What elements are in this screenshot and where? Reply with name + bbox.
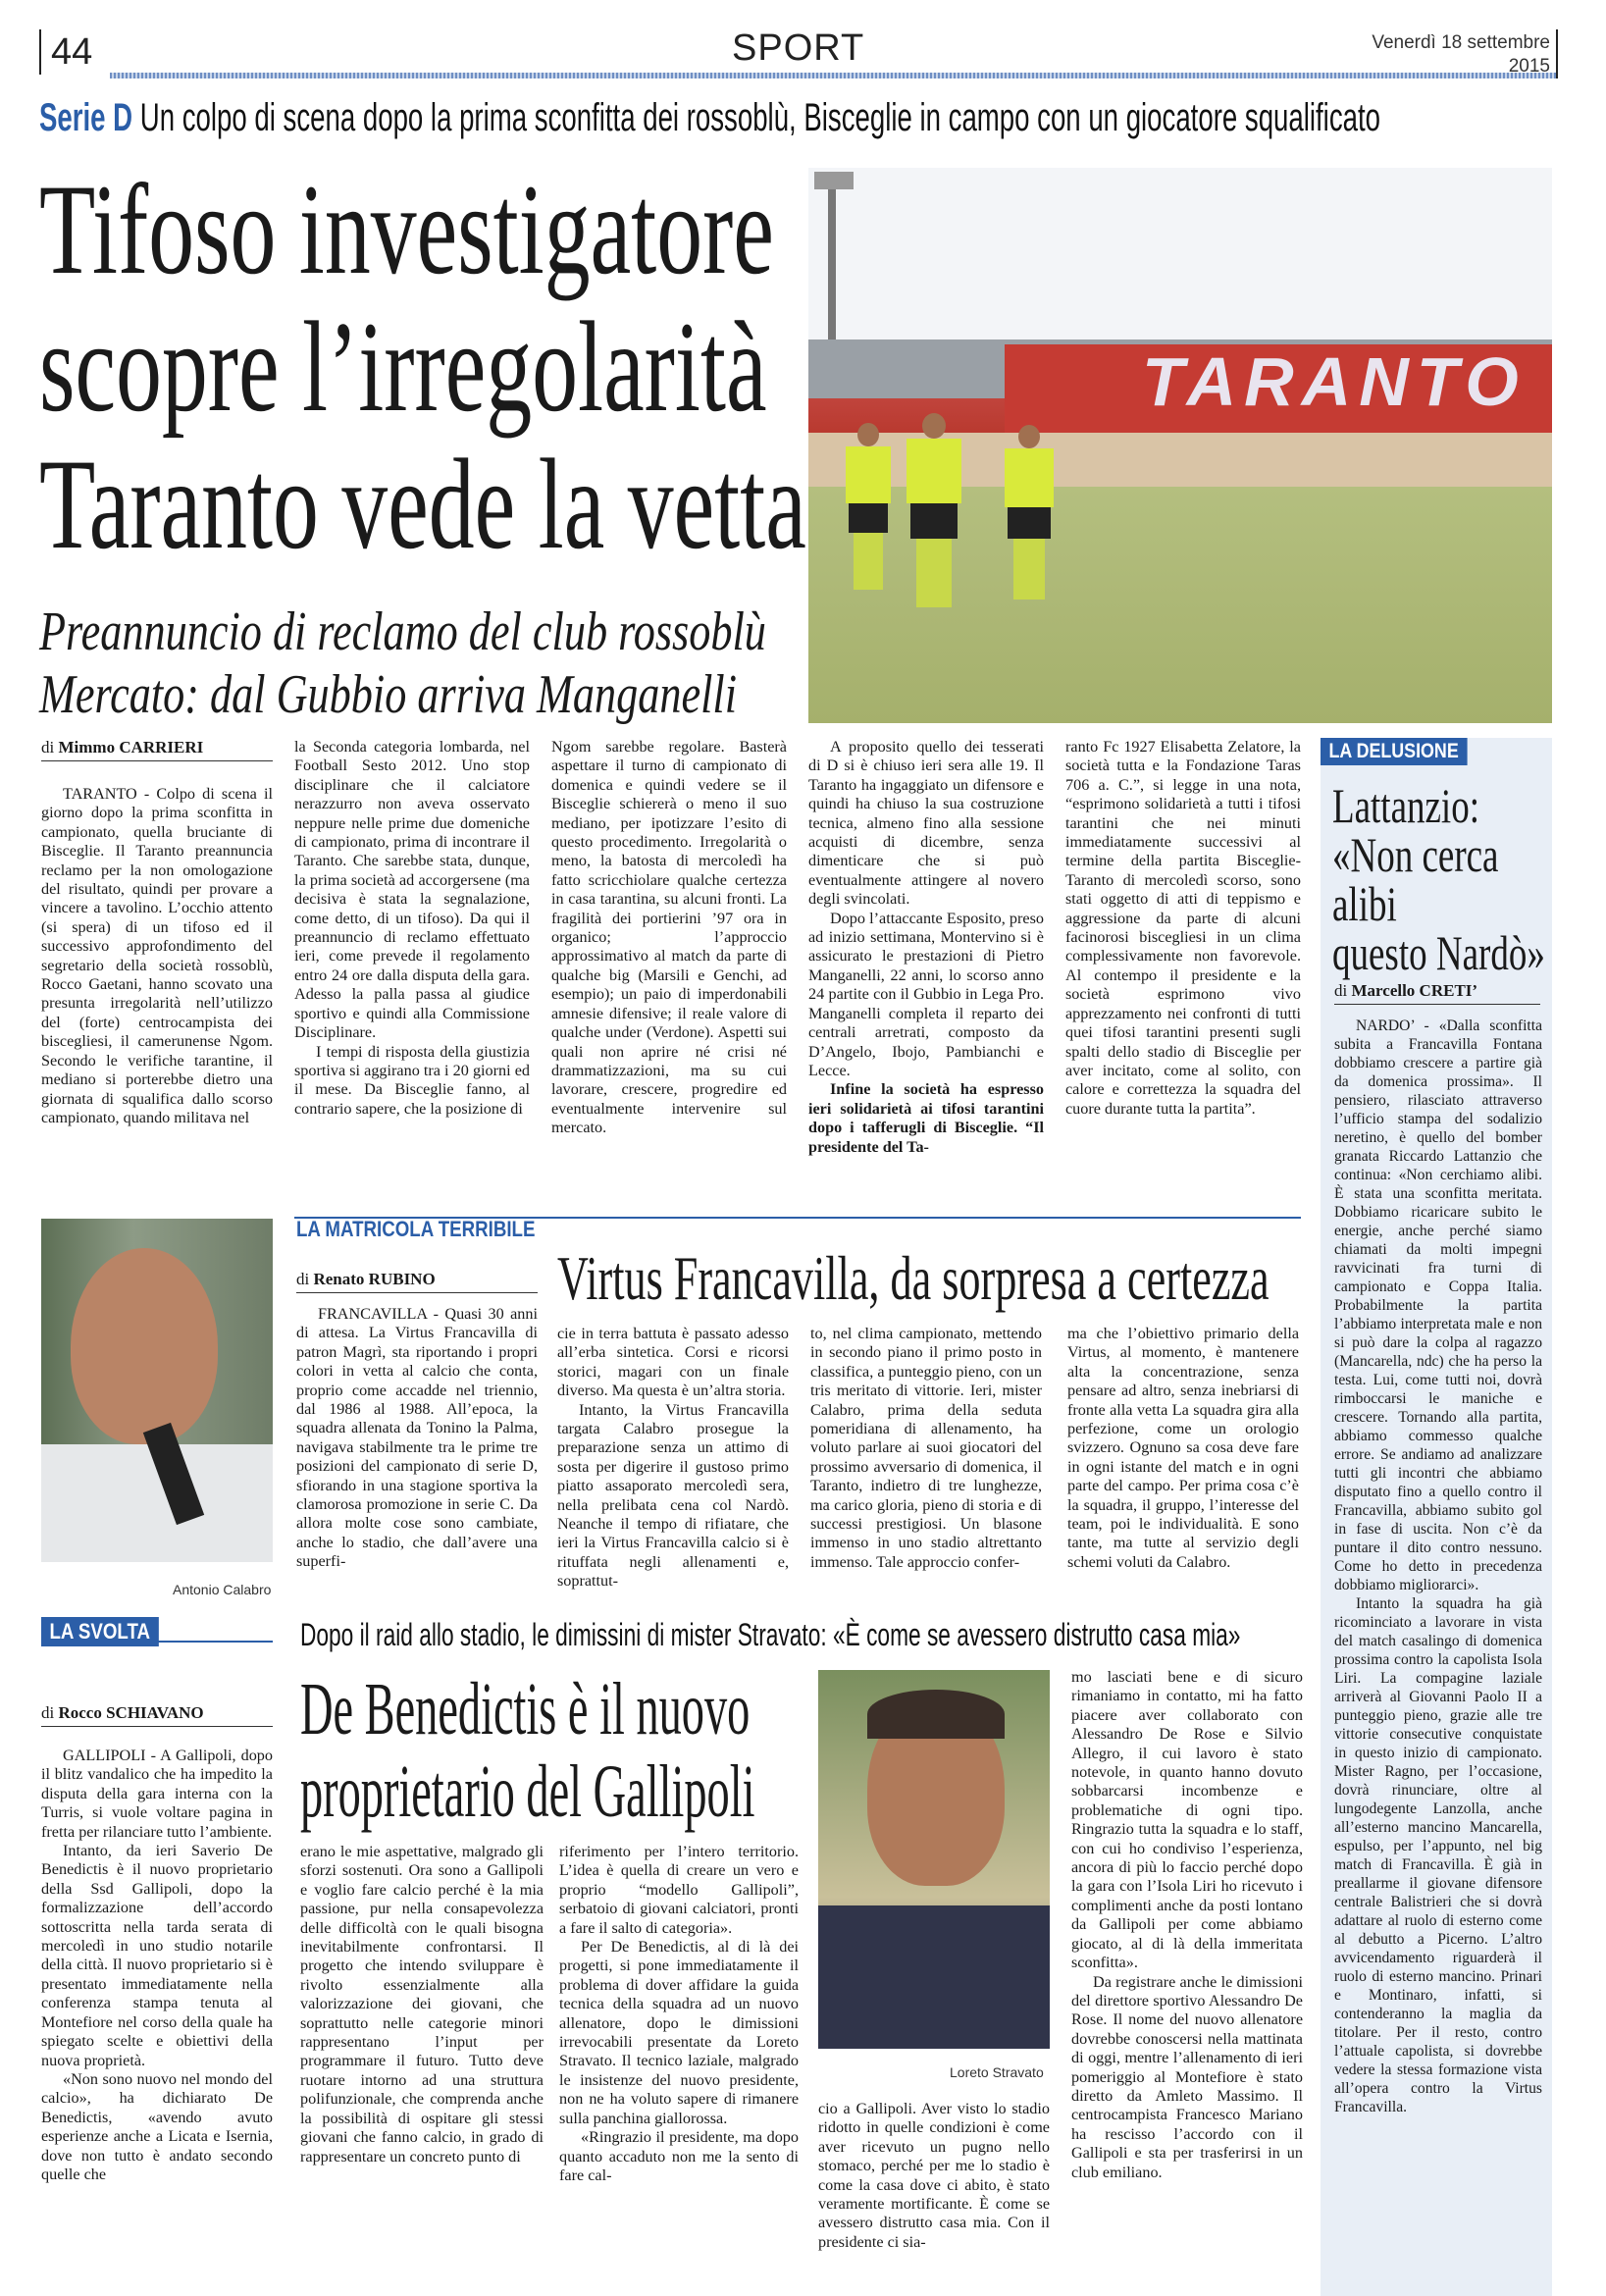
main-byline (41, 738, 273, 761)
byline-name: Mimmo CARRIERI (58, 738, 204, 757)
kicker-label: Serie D (39, 96, 133, 139)
calabro-caption: Antonio Calabro (173, 1582, 272, 1597)
paragraph: Per De Benedictis, al di là dei progetti, si pone immediatamente il problema di dover affidare la guida tecnica della squadra ad un nuovo allenatore, dopo le dimissioni irrevocabili presentate da Loreto Stravato. Il tecnico laziale, malgrado le insistenze del nuovo presidente, non ne ha voluto sapere di rimanere sulla panchina giallorossa. (559, 1938, 799, 2127)
virtus-byline (296, 1270, 538, 1293)
header-date (1315, 31, 1550, 78)
paragraph: ranto Fc 1927 Elisabetta Zelatore, la società tutta e la Fondazione Taras 706 a. C.”, si legge in una nota, “esprimono solidarietà a tutti i tifosi tarantini che nei minuti immediatamente successivi al termine della partita Bisceglie-Taranto di mercoledì scorso, sono stati oggetto di atti di teppismo e aggressione da parte di alcuni facinorosi biscegliesi in un clima complessivamente non favorevole. Al contempo il presidente e la società esprimono vivo apprezzamento nei confronti di tutti quei tifosi tarantini presenti sugli spalti dello stadio di Bisceglie per aver incitato, come al solito, con calore e correttezza la squadra del cuore durante tutta la partita”. (1065, 738, 1301, 1118)
sidebar-headline-line: alibi (1332, 876, 1397, 931)
main-col-1 (41, 785, 273, 1201)
paragraph: Da registrare anche le dimissioni del direttore sportivo Alessandro De Rose. Il nome del nuovo allenatore dovrebbe conoscersi nella mattinata di oggi, mentre l’allenamento di ieri pomeriggio al Montefiore è stato diretto da Amleto Massimo. Il centrocampista Francesco Mariano ha rescisso l’accordo con il Gallipoli e sta per trasferirsi in un club emiliano. (1071, 1972, 1303, 2181)
main-headline (39, 157, 814, 576)
main-col-4 (808, 738, 1044, 1203)
headline-line-1: Tifoso investigatore (39, 157, 774, 301)
referee-3 (1005, 425, 1054, 601)
section-title: SPORT (732, 27, 865, 69)
kicker-text: Un colpo di scena dopo la prima sconfitta dei rossoblù, Bisceglie in campo con un giocatore squalificato (139, 96, 1380, 139)
gallipoli-kicker: Dopo il raid allo stadio, le dimissini di mister Stravato: «È come se avessero distrutto casa mia» (300, 1617, 1241, 1652)
byline-prefix: di (296, 1270, 310, 1288)
byline-prefix: di (41, 738, 55, 757)
sidebar-headline (1332, 778, 1548, 980)
gallipoli-headline-line: De Benedictis è il nuovo (300, 1668, 751, 1750)
paragraph: cie in terra battuta è passato adesso all’erba sintetica. Corsi e ricorsi storici, magari con un finale diverso. Ma questa è un’altra storia. (557, 1325, 789, 1400)
gallipoli-headline (300, 1668, 810, 1833)
paragraph: Intanto la squadra ha già ricominciato a lavorare in vista del match casalingo di domenica prossima contro la capolista Isola Liri. La compagine laziale arriverà al Giovanni Paolo II a punteggio pieno, grazie alle tre vittorie consecutive conquistate in questo inizio di campionato. Mister Ragno, per l’occasione, dovrà rinunciare, oltre al lungodegente Lanzolla, anche all’esterno mancino Mancarella, espulso, per l’appunto, nel big match di Francavilla. È già in preallarme il giovane difensore centrale Balistrieri che si dovrà adattare al ruolo di esterno come al debutto a Picerno. L’altro avvicendamento riguarderà il ruolo di esterno mancino. Prinari e Montinaro, infatti, si contenderanno la maglia da titolare. Per il resto, contro l’attuale capolista, si dovrebbe vedere la stessa formazione vista all’opera contro la Virtus Francavilla. (1334, 1595, 1542, 2115)
paragraph: I tempi di risposta della giustizia sportiva si aggirano tra i 20 giorni ed il mese. Da Bisceglie fanno, al contrario sapere, che la posizione di (294, 1042, 530, 1118)
gallipoli-col-5 (1071, 1668, 1303, 2294)
headline-line-3: Taranto vede la vetta (39, 432, 806, 576)
main-col-5 (1065, 738, 1301, 1203)
paragraph: la Seconda categoria lombarda, nel Football Sesto 2012. Uno stop disciplinare che il calciatore nerazzurro non aveva osservato neppure nelle prime due domeniche di campionato, prima di incontrare il Taranto. Che sarebbe stata, dunque, la prima società ad accorgersene (ma decisiva è stata la segnalazione, come detto, di un tifoso). Da qui il preannuncio di reclamo effettuato ieri, come prevede il regolamento entro 24 ore dalla disputa della gara. Adesso la palla passa al giudice sportivo e quindi alla Commissione Disciplinare. (294, 738, 530, 1042)
paragraph: Dopo l’attaccante Esposito, preso ad inizio settimana, Montervino si è assicurato le prestazioni di Pietro Manganelli, 22 anni, lo scorso anno 24 partite con il Gubbio in Lega Pro. Manganelli completa il reparto dei centrali arretrati, composto da D’Angelo, Ibojo, Pambianchi e Lecce. (808, 909, 1044, 1079)
byline-prefix: di (41, 1703, 55, 1722)
paragraph: riferimento per l’intero territorio. L’idea è quella di creare un vero e proprio “modello Gallipoli”, serbatoio di giovani calciatori, pronti a fare il salto di categoria». (559, 1843, 799, 1937)
main-kicker (39, 96, 1380, 140)
gallipoli-byline (41, 1703, 273, 1727)
subhead-line-1: Preannuncio di reclamo del club rossoblù (39, 601, 766, 662)
paragraph: «Non sono nuovo nel mondo del calcio», ha dichiarato De Benedictis, «avendo avuto esperienze anche a Licata e Isernia, dove non tutto è andato secondo quelle che (41, 2069, 273, 2183)
main-col-2 (294, 738, 530, 1203)
gallipoli-col-3 (559, 1843, 799, 2294)
calabro-photo (41, 1219, 273, 1562)
date-year: 2015 (1508, 56, 1550, 77)
referee-2 (907, 413, 961, 609)
virtus-col-1 (296, 1305, 538, 1599)
paragraph: to, nel clima campionato, mettendo in secondo piano il primo posto in classifica, a punteggio pieno, con un tris meritato di vittorie. Ieri, mister Calabro, prima della seduta pomeridiana di allenamento, ha voluto parlare ai suoi giocatori del prossimo avversario di domenica, il Taranto, indietro di tre lunghezze, ma carico gloria, pieno di storia e di successi prestigiosi. Un blasone immenso in uno stadio altrettanto immenso. Tale approccio confer- (810, 1325, 1042, 1571)
virtus-col-3 (810, 1325, 1042, 1599)
paragraph: FRANCAVILLA - Quasi 30 anni di attesa. La Virtus Francavilla di patron Magrì, sta riportando i propri colori in vetta al calcio che conta, proprio come accadde nel triennio, dal 1986 al 1988. All’epoca, la squadra allenata da Tonino la Palma, navigava stabilmente tra le prime tre posizioni del campionato di serie D, sfiorando in una stagione sportiva la clamorosa promozione in serie C. Da allora molte cose sono cambiate, anche lo stadio, che dall’avere una superfi- (296, 1305, 538, 1571)
byline-name: Marcello CRETI’ (1351, 981, 1478, 1000)
gallipoli-tag: LA SVOLTA (41, 1617, 159, 1646)
paragraph: Infine la società ha espresso ieri solidarietà ai tifosi tarantini dopo i tafferugli di Bisceglie. “Il presidente del Ta- (808, 1080, 1044, 1156)
paragraph: NARDO’ - «Dalla sconfitta subita a Francavilla Fontana dobbiamo crescere a partire già da domenica prossima». Il pensiero, rilasciato attraverso l’ufficio stampa del sodalizio neretino, è quello del bomber granata Riccardo Lattanzio che continua: «Non cerchiamo alibi. È stata una sconfitta meritata. Dobbiamo ricaricare subito le energie, anche perché siamo chiamati da molti impegni ravvicinati fra turni di campionato e Coppa Italia. Probabilmente la partita l’abbiamo interpretata male e non si può dare la colpa al ragazzo (Mancarella, ndc) che ha perso la testa. Lui, come tutti noi, dovrà rimboccarsi le maniche e crescere. Tornando alla partita, abbiamo commesso qualche errore. Se andiamo ad analizzare tutti gli incontri che abbiamo disputato fino a quello contro il Francavilla, abbiamo subito gol in fase di uscita. Non c’è da puntare il dito contro nessuno. Come ho detto in precedenza dobbiamo migliorarci». (1334, 1018, 1542, 1593)
date-day: Venerdì 18 settembre (1372, 32, 1550, 53)
paragraph: ma che l’obiettivo primario della Virtus, al momento, è mantenere alta la concentrazione, senza pensare ad altro, senza inebriarsi di fronte alla vetta La squadra gira alla perfezione, come un orologio svizzero. Ognuno sa cosa deve fare in ogni istante del match e in ogni parte del campo. Per prima cosa c’è la squadra, il gruppo, l’interesse del team, poi le individualità. E sono tante, ma tutte al servizio degli schemi voluti da Calabro. (1067, 1325, 1299, 1571)
page-number: 44 (51, 31, 93, 73)
sidebar-headline-line: questo Nardò» (1332, 925, 1545, 980)
virtus-tag: LA MATRICOLA TERRIBILE (296, 1217, 536, 1241)
main-subhead (39, 600, 814, 726)
paragraph: Ngom sarebbe regolare. Basterà aspettare il turno di campionato di domenica e quindi vedere se il Bisceglie schiererà o meno il suo mediano, per ipotizzare l’esito di questo procedimento. Irregolarità o meno, la batosta di mercoledì ha fatto scricchiolare qualche certezza in casa tarantina, su alcuni fronti. La fragilità dei portierini ’97 ora in organico; l’approccio approssimativo al match da parte di qualche big (Marsili e Genchi, ad esempio); un paio di imperdonabili amnesie difensive; il reale valore di qualche under (Verdone). Aspetti sui quali non aprire né crisi né drammatizzazioni, ma su cui lavorare, crescere, progredire ed eventualmente intervenire sul mercato. (551, 738, 787, 1137)
virtus-col-4 (1067, 1325, 1299, 1599)
byline-name: Rocco SCHIAVANO (58, 1703, 204, 1722)
stravato-photo (818, 1670, 1050, 2049)
sidebar-headline-line: «Non cerca (1332, 827, 1499, 882)
paragraph: A proposito quello dei tesserati di D si è chiuso ieri sera alle 19. Il Taranto ha ingaggiato un difensore e quindi ha chiuso la sua costruzione tecnica, almeno fino alla sessione acquisti di dicembre, senza dimenticare che si può eventualmente attingere al novero degli svincolati. (808, 738, 1044, 909)
banner-text: TARANTO (1142, 343, 1527, 420)
virtus-headline: Virtus Francavilla, da sorpresa a certezza (557, 1243, 1269, 1313)
paragraph: cio a Gallipoli. Aver visto lo stadio ridotto in quelle condizioni è come aver ricevuto un pugno nello stomaco, perché per me lo stadio è come la casa dove ci abito, è stato veramente mortificante. È come se avessero distrutto casa mia. Con il presidente ci sia- (818, 2100, 1050, 2251)
byline-name: Renato RUBINO (313, 1270, 436, 1288)
headline-line-2: scopre l’irregolarità (39, 294, 767, 439)
gallipoli-col-2 (300, 1843, 544, 2294)
gallipoli-col-1 (41, 1747, 273, 2294)
paragraph: mo lasciati bene e di sicuro rimaniamo in contatto, mi ha fatto piacere aver collaborato con Alessandro De Rose e Silvio Allegro, il cui lavoro è stato notevole, in quanto hanno dovuto sobbarcarsi incombenze e problematiche di ogni tipo. Ringrazio tutta la squadra e lo staff, con cui ho condiviso l’esperienza, ancora di più lo faccio perché dopo la gara con l’Isola Liri ho ricevuto i complimenti anche da posti lontano da Gallipoli per come abbiamo giocato, al di là della immeritata sconfitta». (1071, 1668, 1303, 1972)
byline-prefix: di (1334, 981, 1348, 1000)
main-col-3 (551, 738, 787, 1203)
sidebar-text (1334, 1017, 1542, 2292)
paragraph: TARANTO - Colpo di scena il giorno dopo la prima sconfitta in campionato, quella bruciante di Bisceglie. Il Taranto preannuncia reclamo per la non omologazione del risultato, quindi per provare a vincere a tavolino. L’occhio attento (si spera) di un tifoso ed il successivo approfondimento del segretario della società rossoblù, Rocco Gaetani, hanno scovato una presunta irregolarità nell’utilizzo del (forte) centrocampista dei biscegliesi, il camerunense Ngom. Secondo le verifiche tarantine, il mediano si porterebbe dietro una giornata di squalifica dallo scorso campionato, quando militava nel (41, 785, 273, 1126)
sidebar-tag: LA DELUSIONE (1321, 738, 1467, 765)
virtus-col-2 (557, 1325, 789, 1599)
paragraph: «Ringrazio il presidente, ma dopo quanto accaduto non me la sento di fare cal- (559, 2128, 799, 2184)
gallipoli-col-4 (818, 2100, 1050, 2294)
paragraph: Intanto, da ieri Saverio De Benedictis è il nuovo proprietario della Ssd Gallipoli, dopo la formalizzazione dell’accordo sottoscritta nella tarda serata di mercoledì in uno studio notarile della città. Il nuovo proprietario si è presentato immediatamente nella conferenza stampa tenuta al Montefiore nel corso della quale ha spiegato scelte e obiettivi della nuova proprietà. (41, 1842, 273, 2069)
sidebar-headline-line: Lattanzio: (1332, 778, 1479, 833)
gallipoli-headline-line: proprietario del Gallipoli (300, 1750, 755, 1833)
paragraph: Intanto, la Virtus Francavilla targata Calabro prosegue la preparazione senza un attimo di sosta per digerire il gustoso primo piatto assaporato mercoledì sera, nella prelibata cena col Nardò. Neanche il tempo di rifiatare, che ieri la Virtus Francavilla calcio si è rituffata negli allenamenti e, soprattut- (557, 1400, 789, 1591)
subhead-line-2: Mercato: dal Gubbio arriva Manganelli (39, 664, 738, 725)
paragraph: GALLIPOLI - A Gallipoli, dopo il blitz vandalico che ha impedito la disputa della gara interna con la Turris, si vuole voltare pagina in fretta per rilanciare tutto l’ambiente. (41, 1747, 273, 1841)
stadium-photo (808, 168, 1552, 723)
stravato-caption: Loreto Stravato (950, 2064, 1044, 2080)
referee-1 (846, 423, 891, 590)
sidebar-byline (1334, 981, 1540, 1005)
page-header (39, 27, 1558, 80)
paragraph: erano le mie aspettative, malgrado gli sforzi sostenuti. Ora sono a Gallipoli e voglio fare calcio perché è la mia passione, pur nella consapevolezza delle difficoltà con le quali bisogna inevitabilmente confrontarsi. Il progetto che intendo sviluppare è rivolto essenzialmente alla valorizzazione dei giovani, che soprattutto nelle categorie minori rappresentano l’input per programmare il futuro. Tutto deve ruotare intorno ad una struttura polifunzionale, che comprenda anche la possibilità di ospitare gli stessi giovani che fanno calcio, in grado di rappresentare un concreto punto di (300, 1843, 544, 2166)
